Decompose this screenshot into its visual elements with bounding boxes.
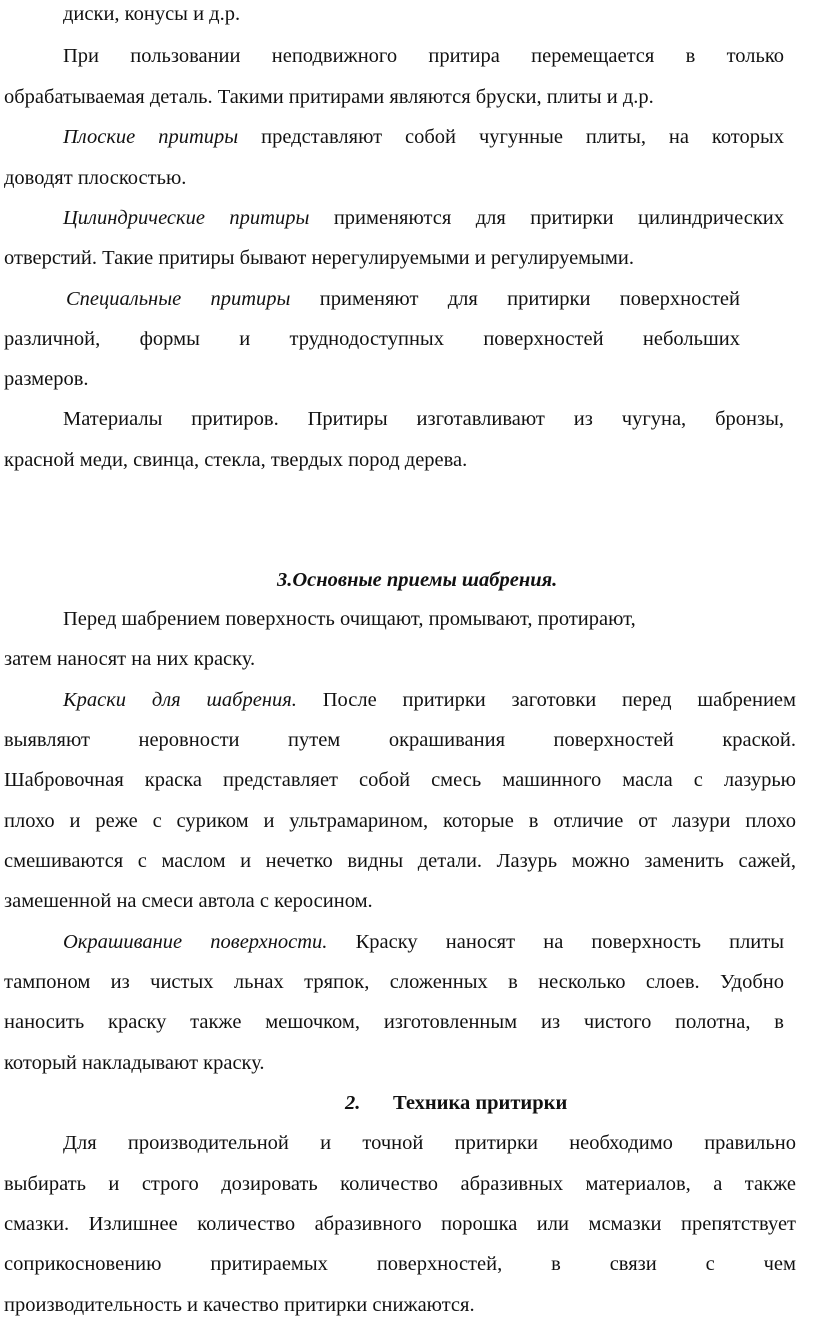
- text-line: плохо и реже с суриком и ультрамарином, которые в отличие от лазури плохо: [4, 810, 796, 832]
- text-line: Шабровочная краска представляет собой смесь машинного масла с лазурью: [4, 769, 796, 791]
- text-line: выявляют неровности путем окрашивания поверхностей краской.: [4, 729, 796, 751]
- text-line: смешиваются с маслом и нечетко видны детали. Лазурь можно заменить сажей,: [4, 850, 796, 872]
- text-line: наносить краску также мешочком, изготовленным из чистого полотна, в: [4, 1011, 784, 1033]
- text-line: размеров.: [4, 368, 89, 390]
- text-line: замешенной на смеси автола с керосином.: [4, 890, 373, 912]
- section-heading: 3.Основные приемы шабрения.: [277, 569, 558, 591]
- section-heading: Техника притирки: [393, 1092, 568, 1114]
- text-line: соприкосновению притираемых поверхностей, в связи с чем: [4, 1253, 796, 1275]
- italic-term: Специальные притиры: [66, 288, 291, 310]
- italic-term: Цилиндрические притиры: [63, 207, 310, 229]
- text-line: красной меди, свинца, стекла, твердых пород дерева.: [4, 449, 468, 471]
- text-line: производительность и качество притирки снижаются.: [4, 1294, 475, 1316]
- section-number: 2.: [345, 1092, 361, 1114]
- text-line: тампоном из чистых льнах тряпок, сложенных в несколько слоев. Удобно: [4, 971, 784, 993]
- text-line: Перед шабрением поверхность очищают, промывают, протирают,: [63, 608, 636, 630]
- text-line: Окрашивание поверхности. Краску наносят на поверхность плиты: [63, 931, 785, 953]
- text-line: диски, конусы и д.р.: [63, 3, 241, 25]
- text-line: смазки. Излишнее количество абразивного порошка или мсмазки препятствует: [4, 1213, 796, 1235]
- text-line: Краски для шабрения. После притирки заготовки перед шабрением: [63, 689, 796, 711]
- italic-term: Плоские притиры: [63, 126, 239, 148]
- text-line: отверстий. Такие притиры бывают нерегулируемыми и регулируемыми.: [4, 247, 634, 269]
- text-line: Специальные притиры применяют для притирки поверхностей: [66, 288, 740, 310]
- text-line: затем наносят на них краску.: [4, 648, 256, 670]
- text-line: различной, формы и труднодоступных поверхностей небольших: [4, 328, 740, 350]
- text-line: который накладывают краску.: [4, 1052, 265, 1074]
- italic-term: Краски для шабрения.: [63, 689, 297, 711]
- text-line: Плоские притиры представляют собой чугунные плиты, на которых: [63, 126, 785, 148]
- text-line: обрабатываемая деталь. Такими притирами являются бруски, плиты и д.р.: [4, 86, 654, 108]
- italic-term: Окрашивание поверхности.: [63, 931, 328, 953]
- text-line: доводят плоскостью.: [4, 167, 187, 189]
- text-line: выбирать и строго дозировать количество абразивных материалов, а также: [4, 1173, 796, 1195]
- text-line: Для производительной и точной притирки необходимо правильно: [63, 1132, 796, 1154]
- text-line: Цилиндрические притиры применяются для притирки цилиндрических: [63, 207, 784, 229]
- text-line: При пользовании неподвижного притира перемещается в только: [63, 45, 784, 67]
- text-line: Материалы притиров. Притиры изготавливают из чугуна, бронзы,: [63, 408, 784, 430]
